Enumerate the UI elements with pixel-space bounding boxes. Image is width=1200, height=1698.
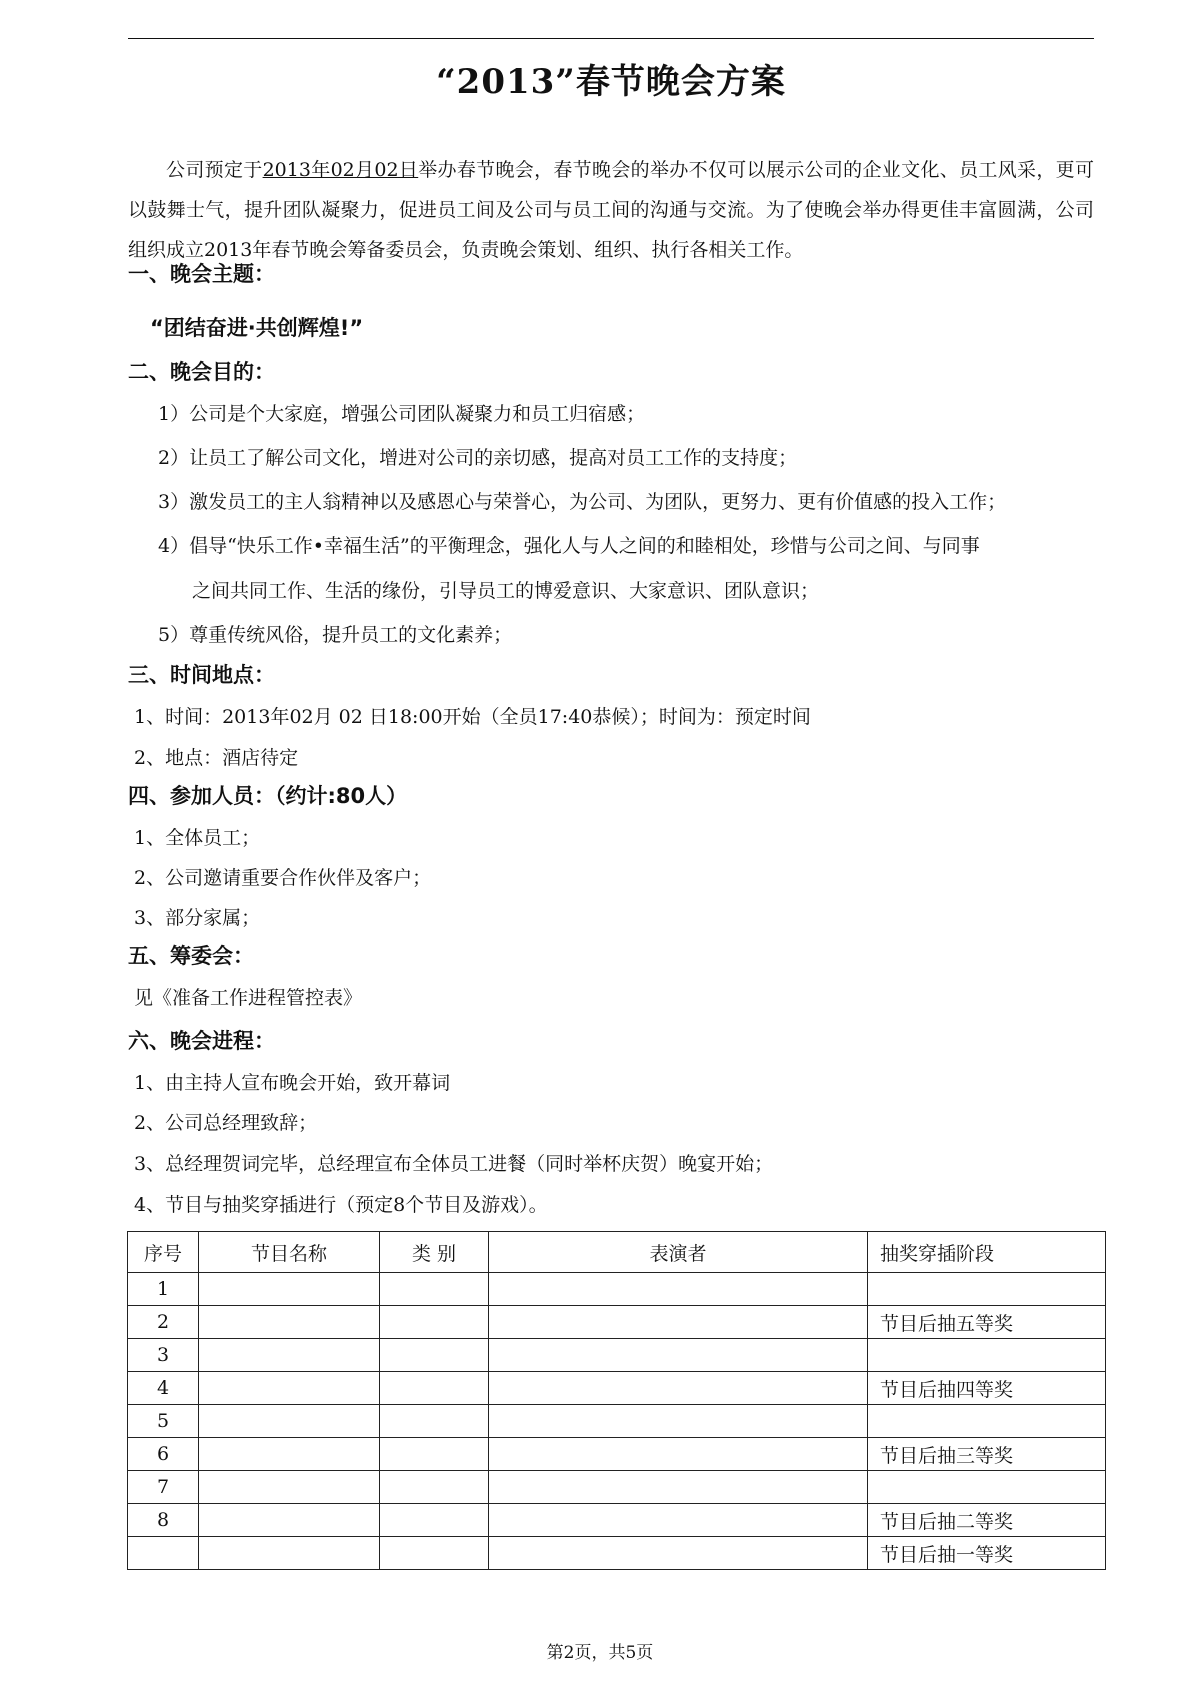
- section-heading-committee: 五、筹委会：: [128, 944, 254, 968]
- cell-performer: [489, 1273, 868, 1306]
- intro-date: 2013年02月02日: [262, 159, 419, 181]
- committee-text: 见《准备工作进程管控表》: [134, 987, 363, 1009]
- cell-lottery-stage: 节目后抽一等奖: [868, 1537, 1106, 1570]
- table-row: [128, 1471, 1106, 1504]
- cell-program-name: [199, 1438, 380, 1471]
- document-title: “2013”春节晚会方案: [436, 62, 786, 102]
- cell-category: [380, 1339, 489, 1372]
- cell-index: 1: [128, 1273, 199, 1306]
- cell-program-name: [199, 1273, 380, 1306]
- cell-lottery-stage: [868, 1471, 1106, 1504]
- cell-index: 8: [128, 1504, 199, 1537]
- cell-lottery-stage: [868, 1273, 1106, 1306]
- cell-lottery-stage: 节目后抽五等奖: [868, 1306, 1106, 1339]
- table-row: [128, 1306, 1106, 1339]
- cell-lottery-stage: [868, 1405, 1106, 1438]
- column-header-lottery-stage: 抽奖穿插阶段: [868, 1232, 1106, 1273]
- column-header-program-name: 节目名称: [199, 1232, 380, 1273]
- cell-lottery-stage: 节目后抽四等奖: [868, 1372, 1106, 1405]
- table-row: [128, 1537, 1106, 1570]
- cell-program-name: [199, 1405, 380, 1438]
- section-heading-theme: 一、晚会主题：: [128, 262, 275, 286]
- intro-text-after: 举办春节晚会，春节晚会的举办不仅可以展示公司的企业文化、员工风采，更可以鼓舞士气，提升团队凝聚力，促进员工间及公司与员工间的沟通与交流。为了使晚会举办得更佳丰富圆满，公司组织成立2013年春节晚会筹备委员会，负责晚会策划、组织、执行各相关工作。: [128, 159, 1094, 261]
- purpose-item: 4）倡导“快乐工作•幸福生活”的平衡理念，强化人与人之间的和睦相处，珍惜与公司之间、与同事: [158, 535, 980, 557]
- time-item: 1、时间：2013年02月 02 日18:00开始（全员17:40恭候）；时间为：预定时间: [134, 706, 811, 728]
- cell-program-name: [199, 1306, 380, 1339]
- cell-index: 2: [128, 1306, 199, 1339]
- intro-text-before: 公司预定于: [166, 159, 263, 181]
- cell-performer: [489, 1537, 868, 1570]
- page-footer: 第2页，共5页: [546, 1643, 654, 1663]
- intro-paragraph: [128, 150, 1094, 270]
- column-header-performer: 表演者: [489, 1232, 868, 1273]
- purpose-item: 2）让员工了解公司文化，增进对公司的亲切感，提高对员工工作的支持度；: [158, 447, 798, 469]
- cell-performer: [489, 1306, 868, 1339]
- attendee-item: 2、公司邀请重要合作伙伴及客户；: [134, 867, 432, 889]
- cell-category: [380, 1438, 489, 1471]
- cell-performer: [489, 1372, 868, 1405]
- header-rule: [128, 38, 1094, 39]
- cell-category: [380, 1471, 489, 1504]
- cell-category: [380, 1372, 489, 1405]
- theme-slogan: “团结奋进·共创辉煌!”: [150, 316, 364, 340]
- cell-lottery-stage: 节目后抽二等奖: [868, 1504, 1106, 1537]
- cell-index: [128, 1537, 199, 1570]
- section-heading-attendees: 四、参加人员：（约计:80人）: [128, 784, 408, 808]
- cell-program-name: [199, 1537, 380, 1570]
- cell-program-name: [199, 1471, 380, 1504]
- cell-category: [380, 1537, 489, 1570]
- cell-performer: [489, 1438, 868, 1471]
- column-header-index: 序号: [128, 1232, 199, 1273]
- section-heading-process: 六、晚会进程：: [128, 1029, 275, 1053]
- purpose-item: 5）尊重传统风俗，提升员工的文化素养；: [158, 624, 513, 646]
- cell-index: 3: [128, 1339, 199, 1372]
- process-item: 4、节目与抽奖穿插进行（预定8个节目及游戏）。: [134, 1194, 548, 1216]
- cell-category: [380, 1504, 489, 1537]
- cell-program-name: [199, 1339, 380, 1372]
- table-row: [128, 1339, 1106, 1372]
- cell-lottery-stage: 节目后抽三等奖: [868, 1438, 1106, 1471]
- section-heading-purpose: 二、晚会目的：: [128, 360, 275, 384]
- attendee-item: 1、全体员工；: [134, 827, 261, 849]
- program-table: [127, 1231, 1106, 1570]
- table-header-row: [128, 1232, 1106, 1273]
- table-row: [128, 1504, 1106, 1537]
- cell-index: 7: [128, 1471, 199, 1504]
- process-item: 1、由主持人宣布晚会开始，致开幕词: [134, 1072, 451, 1094]
- cell-program-name: [199, 1504, 380, 1537]
- table-row: [128, 1273, 1106, 1306]
- cell-performer: [489, 1405, 868, 1438]
- process-item: 3、总经理贺词完毕，总经理宣布全体员工进餐（同时举杯庆贺）晚宴开始；: [134, 1153, 774, 1175]
- cell-performer: [489, 1504, 868, 1537]
- cell-performer: [489, 1339, 868, 1372]
- process-item: 2、公司总经理致辞；: [134, 1112, 318, 1134]
- purpose-item: 3）激发员工的主人翁精神以及感恩心与荣誉心，为公司、为团队，更努力、更有价值感的投入工作；: [158, 491, 1007, 513]
- cell-index: 6: [128, 1438, 199, 1471]
- location-item: 2、地点：酒店待定: [134, 747, 299, 769]
- cell-category: [380, 1405, 489, 1438]
- purpose-item: 1）公司是个大家庭，增强公司团队凝聚力和员工归宿感；: [158, 403, 646, 425]
- cell-performer: [489, 1471, 868, 1504]
- table-row: [128, 1438, 1106, 1471]
- attendee-item: 3、部分家属；: [134, 907, 261, 929]
- cell-category: [380, 1306, 489, 1339]
- cell-program-name: [199, 1372, 380, 1405]
- column-header-category: 类 别: [380, 1232, 489, 1273]
- cell-category: [380, 1273, 489, 1306]
- cell-lottery-stage: [868, 1339, 1106, 1372]
- cell-index: 5: [128, 1405, 199, 1438]
- section-heading-time: 三、时间地点：: [128, 663, 275, 687]
- table-row: [128, 1405, 1106, 1438]
- cell-index: 4: [128, 1372, 199, 1405]
- purpose-item-continued: 之间共同工作、生活的缘份，引导员工的博爱意识、大家意识、团队意识；: [192, 580, 820, 602]
- table-row: [128, 1372, 1106, 1405]
